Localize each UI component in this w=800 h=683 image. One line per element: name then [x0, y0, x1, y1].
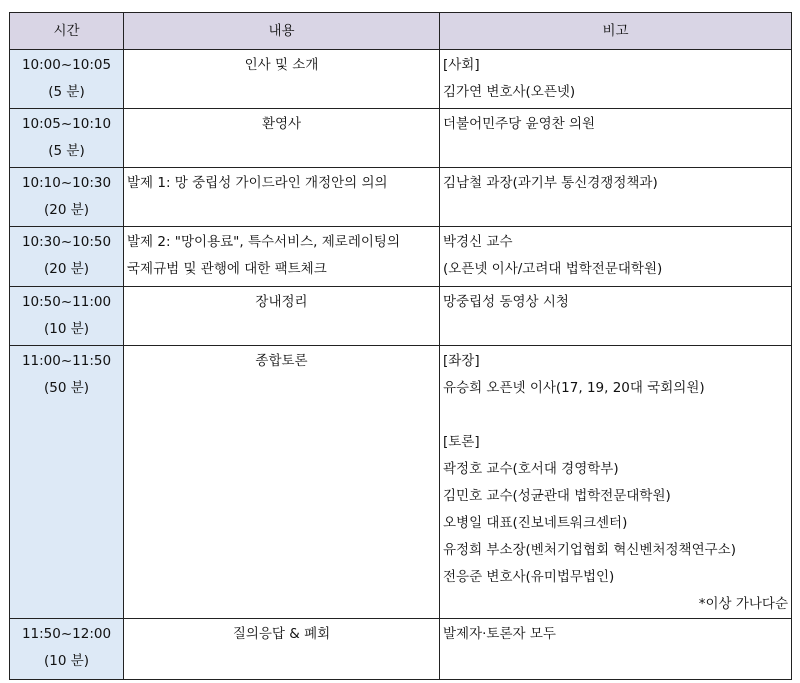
content-text: 환영사	[261, 116, 302, 132]
content-text: 종합토론	[255, 353, 308, 369]
schedule-table	[9, 12, 792, 680]
content-cell	[124, 287, 440, 346]
content-text: 발제 1: 망 중립성 가이드라인 개정안의 의의	[127, 175, 388, 191]
note-cell	[440, 619, 792, 680]
panelist: 곽정호 교수(호서대 경영학부)	[443, 461, 619, 477]
time-cell	[10, 346, 124, 619]
header-row	[10, 13, 792, 50]
table-row	[10, 619, 792, 680]
note-line: (오픈넷 이사/고려대 법학전문대학원)	[443, 261, 663, 277]
note-line: 박경신 교수	[443, 234, 513, 250]
note-line: 더불어민주당 윤영찬 의원	[443, 116, 596, 132]
note-line: 김남철 과장(과기부 통신경쟁정책과)	[443, 175, 658, 191]
note-line: [사회]	[443, 57, 480, 73]
time-range: 11:00~11:50	[21, 353, 112, 369]
time-duration: (20 분)	[43, 202, 90, 218]
note-cell	[440, 346, 792, 619]
table-row	[10, 109, 792, 168]
table-row	[10, 287, 792, 346]
time-cell	[10, 227, 124, 287]
content-text: 인사 및 소개	[244, 57, 319, 73]
header-time: 시간	[10, 13, 124, 50]
time-cell	[10, 109, 124, 168]
time-duration: (50 분)	[43, 380, 90, 396]
time-duration: (10 분)	[43, 653, 90, 669]
note-line: 김가연 변호사(오픈넷)	[443, 84, 576, 100]
content-cell	[124, 346, 440, 619]
panelist: 유정희 부소장(벤처기업협회 혁신벤처정책연구소)	[443, 542, 736, 558]
note-line: 발제자·토론자 모두	[443, 626, 556, 642]
time-duration: (5 분)	[48, 84, 85, 100]
table-row	[10, 50, 792, 109]
content-cell	[124, 50, 440, 109]
content-cell	[124, 619, 440, 680]
note-cell	[440, 287, 792, 346]
time-range: 11:50~12:00	[21, 626, 112, 642]
time-cell	[10, 50, 124, 109]
panelist: 오병일 대표(진보네트워크센터)	[443, 515, 628, 531]
content-text: 장내정리	[255, 294, 308, 310]
time-cell	[10, 619, 124, 680]
time-range: 10:30~10:50	[21, 234, 112, 250]
note-cell	[440, 168, 792, 227]
note-cell	[440, 109, 792, 168]
content-line: 국제규범 및 관행에 대한 팩트체크	[127, 261, 327, 277]
header-note: 비고	[440, 13, 792, 50]
table-row	[10, 227, 792, 287]
content-cell	[124, 109, 440, 168]
time-range: 10:05~10:10	[21, 116, 112, 132]
content-cell	[124, 227, 440, 287]
time-duration: (10 분)	[43, 321, 90, 337]
time-duration: (20 분)	[43, 261, 90, 277]
note-cell	[440, 227, 792, 287]
alphabetical-footnote: *이상 가나다순	[698, 596, 788, 612]
header-content: 내용	[124, 13, 440, 50]
time-range: 10:10~10:30	[21, 175, 112, 191]
note-cell	[440, 50, 792, 109]
panelist: 전응준 변호사(유미법무법인)	[443, 569, 615, 585]
time-duration: (5 분)	[48, 143, 85, 159]
table-row	[10, 346, 792, 619]
time-cell	[10, 287, 124, 346]
time-cell	[10, 168, 124, 227]
time-range: 10:50~11:00	[21, 294, 112, 310]
content-text: 질의응답 & 폐회	[232, 626, 331, 642]
time-range: 10:00~10:05	[21, 57, 112, 73]
note-line: 망중립성 동영상 시청	[443, 294, 569, 310]
content-cell	[124, 168, 440, 227]
chair-heading: [좌장]	[443, 353, 480, 369]
content-line: 발제 2: "망이용료", 특수서비스, 제로레이팅의	[127, 234, 401, 250]
panel-heading: [토론]	[443, 434, 480, 450]
table-row	[10, 168, 792, 227]
spacer	[443, 402, 788, 429]
panelist: 김민호 교수(성균관대 법학전문대학원)	[443, 488, 671, 504]
chair-name: 유승희 오픈넷 이사(17, 19, 20대 국회의원)	[443, 380, 705, 396]
